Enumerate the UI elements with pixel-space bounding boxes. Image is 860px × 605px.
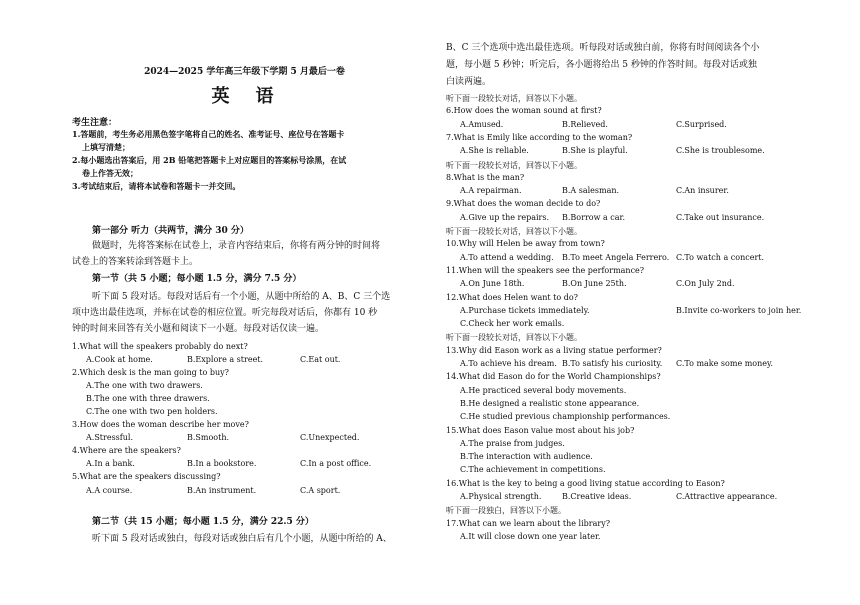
notice-item: 1.答题前，考生务必用黑色签字笔将自己的姓名、准考证号、座位号在答题卡 [72, 129, 345, 139]
option-2b: B.The one with three drawers. [86, 394, 210, 403]
section2-intro: B、C 三个选项中选出最佳选项。听每段对话或独白前，你将有时间阅读各个小 [446, 43, 760, 53]
listening-instruction: 听下面一段较长对话，回答以下小题。 [446, 94, 582, 103]
option-a: A.Physical strength. [460, 492, 542, 501]
option-b: B.To satisfy his curiosity. [562, 359, 663, 368]
option-a: A.Give up the repairs. [460, 212, 550, 222]
option-b: B.Creative ideas. [562, 492, 632, 501]
option-3a: A.Stressful. [86, 433, 133, 442]
option-3c: C.Unexpected. [300, 433, 360, 442]
option-b: B.Invite co-workers to join her. [676, 305, 802, 315]
subject-title: 英 语 [211, 86, 278, 107]
option-a: A.She is reliable. [460, 146, 529, 156]
option: B.The interaction with audience. [460, 452, 593, 462]
section1-intro: 听下面 5 段对话。每段对话后有一个小题，从题中所给的 A、B、C 三个选 [92, 292, 391, 302]
question: 8.What is the man? [446, 172, 525, 182]
notice-item: 3.考试结束后，请将本试卷和答题卡一并交回。 [72, 181, 241, 191]
option: C.Check her work emails. [460, 319, 565, 329]
notice-title: 考生注意： [72, 118, 118, 128]
notice-item: 上填写清楚； [82, 142, 130, 152]
option-5a: A.A course. [86, 486, 133, 495]
question-3: 3.How does the woman describe her move? [72, 420, 249, 429]
option-a: A.To attend a wedding. [460, 252, 554, 262]
question: 9.What does the woman decide to do? [446, 199, 601, 209]
exam-title: 2024—2025 学年高三年级下学期 5 月最后一卷 [144, 67, 345, 77]
question: 7.What is Emily like according to the woman? [446, 132, 633, 142]
option-1c: C.Eat out. [300, 355, 341, 364]
option-a: A.To achieve his dream. [460, 359, 557, 368]
option-5c: C.A sport. [300, 486, 341, 495]
option-2a: A.The one with two drawers. [86, 381, 203, 390]
option-b: B.Relieved. [562, 119, 608, 129]
question: 13.Why did Eason work as a living statue performer? [446, 345, 662, 355]
question: 14.What did Eason do for the World Championships? [446, 372, 661, 382]
option: C.He studied previous championship performances. [460, 412, 671, 422]
option-b: B.She is playful. [562, 146, 628, 156]
option-c: C.To watch a concert. [676, 252, 765, 262]
option: A.The praise from judges. [460, 438, 565, 448]
question: 12.What does Helen want to do? [446, 292, 578, 302]
question: 17.What can we learn about the library? [446, 518, 611, 528]
section2-intro: 听下面 5 段对话或独白，每段对话或独白后有几个小题，从题中所给的 A、 [92, 534, 392, 544]
question-1: 1.What will the speakers probably do next? [72, 342, 248, 351]
question: 11.When will the speakers see the performance? [446, 265, 645, 275]
option-b: B.A salesman. [562, 186, 620, 196]
listening-instruction: 听下面一段独白，回答以下小题。 [446, 506, 566, 516]
option: A.He practiced several body movements. [460, 385, 627, 395]
option-a: A.Purchase tickets immediately. [460, 305, 590, 315]
listening-instruction: 听下面一段较长对话，回答以下小题。 [446, 160, 582, 170]
option-1b: B.Explore a street. [187, 355, 264, 364]
option: A.It will close down one year later. [460, 531, 601, 541]
option-b: B.To meet Angela Ferrero. [562, 252, 670, 262]
question: 16.What is the key to being a good living statue according to Eason? [446, 478, 725, 488]
option-c: C.Take out insurance. [676, 212, 765, 222]
part1-intro: 做题时，先将答案标在试卷上，录音内容结束后，你将有两分钟的时间将 [92, 241, 381, 251]
option-5b: B.An instrument. [187, 486, 257, 495]
section2-intro: 题，每小题 5 秒钟；听完后，各小题将给出 5 秒钟的作答时间。每段对话或独 [446, 60, 757, 70]
option-4a: A.In a bank. [86, 459, 135, 468]
part1-title: 第一部分 听力（共两节，满分 30 分） [92, 226, 249, 236]
option: B.He designed a realistic stone appearance. [460, 398, 640, 408]
question: 6.How does the woman sound at first? [446, 106, 602, 116]
question: 15.What does Eason value most about his job? [446, 425, 635, 435]
section1-title: 第一节（共 5 小题；每小题 1.5 分，满分 7.5 分） [92, 274, 302, 284]
option-c: C.Attractive appearance. [676, 492, 778, 501]
option-3b: B.Smooth. [187, 433, 230, 442]
option-a: A.Amused. [460, 119, 504, 129]
listening-instruction: 听下面一段较长对话，回答以下小题。 [446, 227, 582, 236]
option-4c: C.In a post office. [300, 459, 372, 468]
question-5: 5.What are the speakers discussing? [72, 472, 221, 481]
option-b: B.Borrow a car. [562, 212, 626, 222]
listening-instruction: 听下面一段较长对话，回答以下小题。 [446, 333, 582, 343]
section1-intro: 钟的时间来回答有关小题和阅读下一小题。每段对话仅读一遍。 [72, 324, 325, 334]
notice-item: 卷上作答无效； [82, 168, 138, 178]
option: C.The achievement in competitions. [460, 465, 606, 475]
notice-item: 2.每小题选出答案后，用 2B 铅笔把答题卡上对应题目的答案标号涂黑，在试 [72, 155, 347, 165]
option-1a: A.Cook at home. [86, 355, 153, 364]
option-2c: C.The one with two pen holders. [86, 407, 218, 416]
question-4: 4.Where are the speakers? [72, 446, 181, 455]
option-c: C.Surprised. [676, 119, 727, 129]
question: 10.Why will Helen be away from town? [446, 239, 605, 249]
option-c: C.On July 2nd. [676, 279, 735, 289]
section1-intro: 项中选出最佳选项，并标在试卷的相应位置。听完每段对话后，你都有 10 秒 [72, 308, 378, 318]
part1-intro: 试卷上的答案转涂到答题卡上。 [72, 257, 199, 267]
option-a: A.A repairman. [460, 186, 522, 196]
section2-title: 第二节（共 15 小题；每小题 1.5 分，满分 22.5 分） [92, 517, 314, 527]
section2-intro: 白读两遍。 [446, 77, 492, 87]
option-b: B.On June 25th. [562, 279, 627, 289]
question-2: 2.Which desk is the man going to buy? [72, 368, 229, 377]
option-c: C.To make some money. [676, 359, 774, 368]
option-4b: B.In a bookstore. [187, 459, 257, 468]
option-a: A.On June 18th. [460, 279, 525, 289]
option-c: C.An insurer. [676, 186, 729, 196]
option-c: C.She is troublesome. [676, 146, 765, 156]
